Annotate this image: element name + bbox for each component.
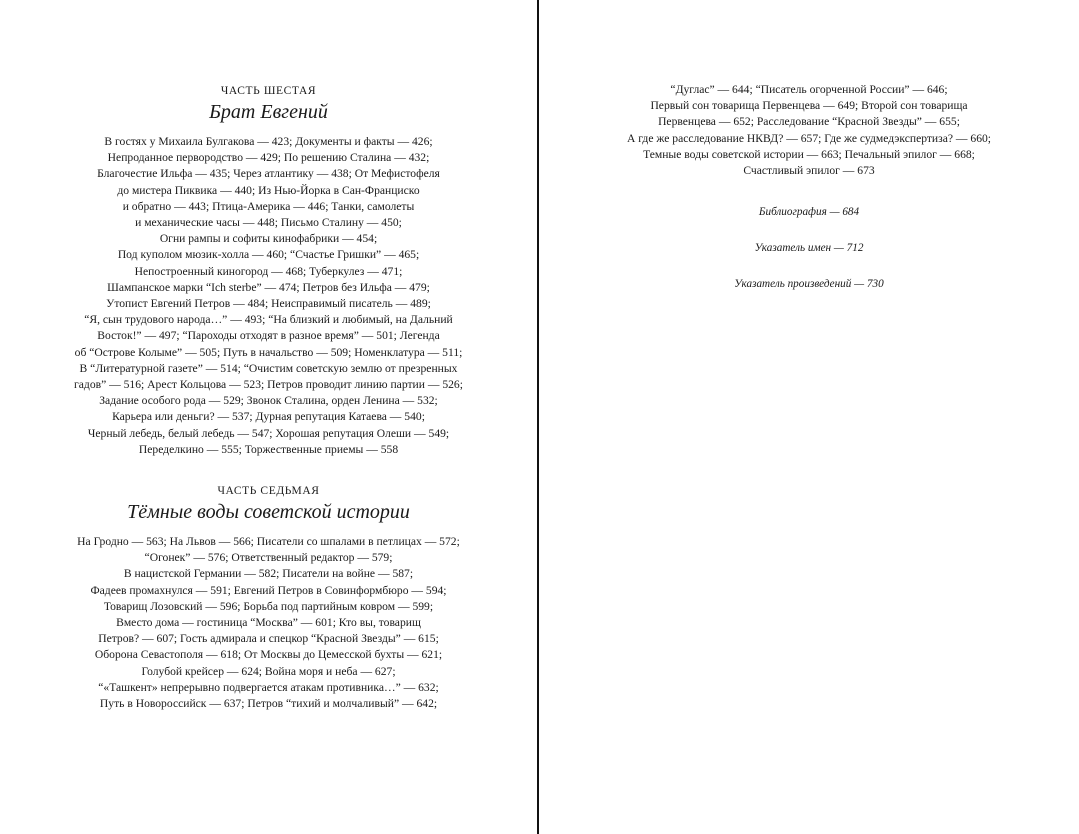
part-six	[0, 84, 537, 458]
toc-line: Восток!” — 497; “Пароходы отходят в разное время” — 501; Легенда	[97, 329, 440, 343]
toc-line: Черный лебедь, белый лебедь — 547; Хорошая репутация Олеши — 549;	[87, 426, 450, 440]
toc-line: и обратно — 443; Птица-Америка — 446; Танки, самолеты	[122, 199, 415, 213]
toc-line: Петров? — 607; Гость адмирала и спецкор “Красной Звезды” — 615;	[98, 632, 439, 646]
toc-line: Переделкино — 555; Торжественные приемы — 558	[138, 442, 399, 456]
toc-line: “Я, сын трудового народа…” — 493; “На близкий и любимый, на Дальний	[84, 313, 453, 327]
toc-line: Карьера или деньги? — 537; Дурная репутация Катаева — 540;	[112, 410, 425, 424]
toc-line: “Дуглас” — 644; “Писатель огорченной России” — 646;	[670, 83, 948, 96]
toc-line: А где же расследование НКВД? — 657; Где же судмедэкспертиза? — 660;	[626, 131, 992, 145]
part-six-label: ЧАСТЬ ШЕСТАЯ	[220, 85, 317, 97]
toc-line: В нацистской Германии — 582; Писатели на войне — 587;	[123, 567, 414, 581]
toc-line: В “Литературной газете” — 514; “Очистим советскую землю от презренных	[79, 361, 458, 375]
toc-line: Товарищ Лозовский — 596; Борьба под партийным ковром — 599;	[103, 599, 434, 613]
toc-line: Вместо дома — гостиница “Москва” — 601; Кто вы, товарищ	[116, 616, 421, 630]
bibliography-entry: Библиография — 684	[758, 206, 860, 218]
toc-line: Путь в Новороссийск — 637; Петров “тихий и молчаливый” — 642;	[99, 697, 438, 711]
toc-line: Оборона Севастополя — 618; От Москвы до Цемесской бухты — 621;	[94, 648, 443, 662]
toc-line: и механические часы — 448; Письмо Сталину — 450;	[135, 216, 402, 230]
toc-line: Счастливый эпилог — 673	[743, 164, 875, 178]
toc-line: Огни рампы и софиты кинофабрики — 454;	[159, 232, 378, 246]
toc-line: Непроданное первородство — 429; По решению Сталина — 432;	[107, 151, 430, 165]
toc-line: Шампанское марки “Ich sterbe” — 474; Петров без Ильфа — 479;	[107, 280, 430, 294]
toc-line: Первенцева — 652; Расследование “Красной Звезды” — 655;	[658, 115, 960, 129]
toc-line: до мистера Пиквика — 440; Из Нью-Йорка в Сан-Франциско	[117, 183, 420, 197]
part-six-entries	[0, 134, 537, 458]
toc-line: гадов” — 516; Арест Кольцова — 523; Петров проводит линию партии — 526;	[74, 378, 463, 392]
part-six-title: Брат Евгений	[209, 101, 328, 123]
part-seven-label: ЧАСТЬ СЕДЬМАЯ	[217, 485, 320, 497]
right-page	[539, 0, 1079, 834]
toc-line: Голубой крейсер — 624; Война моря и неба — 627;	[141, 664, 396, 678]
works-index-entry: Указатель произведений — 730	[734, 278, 884, 290]
toc-line: Под куполом мюзик-холла — 460; “Счастье Гришки” — 465;	[117, 248, 420, 262]
toc-line: Темные воды советской истории — 663; Печальный эпилог — 668;	[643, 147, 975, 161]
toc-line: “Огонек” — 576; Ответственный редактор — 579;	[144, 551, 393, 565]
left-page	[0, 0, 537, 834]
part-seven-continuation	[539, 82, 1079, 179]
toc-line: об “Острове Колыме” — 505; Путь в начальство — 509; Номенклатура — 511;	[74, 345, 463, 359]
toc-line: На Гродно — 563; На Львов — 566; Писатели со шпалами в петлицах — 572;	[77, 535, 460, 548]
part-seven-entries	[0, 534, 537, 712]
toc-line: Утопист Евгений Петров — 484; Неисправимый писатель — 489;	[106, 297, 431, 311]
toc-line: Благочестие Ильфа — 435; Через атлантику — 438; От Мефистофеля	[97, 167, 440, 181]
part-seven	[0, 484, 537, 712]
toc-line: Фадеев промахнулся — 591; Евгений Петров в Совинформбюро — 594;	[90, 583, 447, 597]
toc-line: “«Ташкент» непрерывно подвергается атакам противника…” — 632;	[98, 680, 439, 694]
continuation-entries	[539, 82, 1079, 179]
name-index-entry: Указатель имен — 712	[754, 242, 864, 254]
toc-line: Задание особого рода — 529; Звонок Сталина, орден Ленина — 532;	[99, 394, 438, 408]
toc-line: Непостроенный киногород — 468; Туберкулез — 471;	[134, 264, 403, 278]
toc-line: В гостях у Михаила Булгакова — 423; Документы и факты — 426;	[104, 135, 433, 148]
toc-line: Первый сон товарища Первенцева — 649; Второй сон товарища	[650, 99, 968, 113]
part-seven-title: Тёмные воды советской истории	[127, 501, 410, 523]
